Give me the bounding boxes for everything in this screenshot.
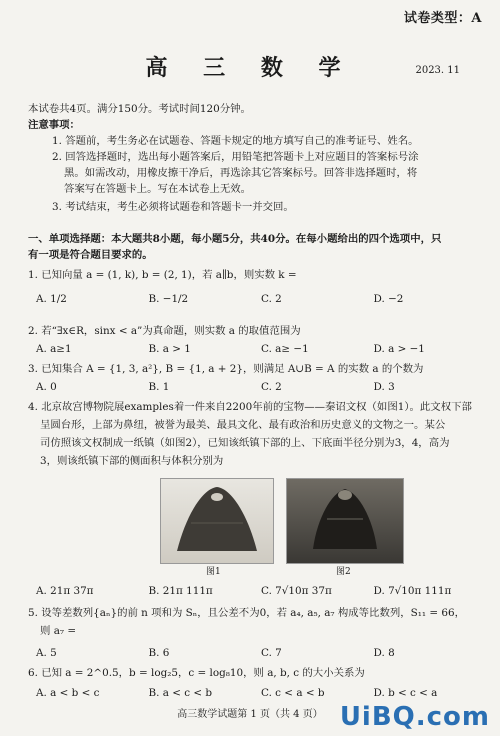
question-3-stem: 3. 已知集合 A = {1, 3, a²}, B = {1, a + 2}，则满足 A∪B = A 的实数 a 的个数为 — [28, 363, 424, 375]
watermark-logo: UiBQ.com — [339, 702, 490, 732]
paper-type-label: 试卷类型：A — [403, 11, 482, 26]
option-d: D. 7√10π 111π — [373, 585, 452, 597]
exam-date: 2023. 11 — [415, 65, 460, 76]
option-b: B. 1 — [148, 381, 170, 393]
question-6-stem: 6. 已知 a = 2^0.5，b = log₂5，c = log₈10，则 a, b, c 的大小关系为 — [28, 667, 365, 679]
option-b: B. 21π 111π — [148, 585, 213, 597]
question-2-stem: 2. 若“∃x∈R，sinx < a”为真命题，则实数 a 的取值范围为 — [28, 325, 301, 337]
note-item: 答案写在答题卡上。写在本试卷上无效。 — [64, 183, 252, 195]
intro-text: 本试卷共4页。满分150分。考试时间120分钟。 — [28, 103, 251, 115]
note-item: 黑。如需改动，用橡皮擦干净后，再选涂其它答案标号。回答非选择题时，将 — [64, 167, 418, 179]
option-d: D. 8 — [373, 647, 395, 659]
question-2-options — [36, 342, 486, 356]
question-5-options — [36, 646, 486, 660]
question-4-stem-cont: 司仿照该文权制成一纸镇（如图2），已知该纸镇下部的上、下底面半径分别为3，4，高为 — [40, 437, 450, 449]
option-a: A. 1/2 — [36, 293, 67, 305]
option-d: D. −2 — [373, 293, 404, 305]
question-4-stem-cont: 呈圆台形，上部为鼻纽，被誉为最美、最具文化、最有政治和历史意义的文物之一。某公 — [40, 419, 446, 431]
figure-2-caption: 图2 — [336, 567, 351, 577]
option-c: C. 2 — [261, 381, 282, 393]
question-1-stem: 1. 已知向量 a = (1, k), b = (2, 1)，若 a∥b，则实数 k = — [28, 269, 297, 281]
exam-title: 高 三 数 学 — [145, 55, 355, 81]
option-d: D. 3 — [373, 381, 395, 393]
option-c: C. c < a < b — [261, 687, 325, 699]
option-a: A. a≥1 — [36, 343, 72, 355]
option-d: D. b < c < a — [373, 687, 438, 699]
question-4-stem: 4. 北京故宫博物院展examples着一件来自2200年前的宝物——秦诏文权（如图1）。此文权下部 — [28, 401, 472, 413]
question-6-options — [36, 686, 486, 700]
section-heading: 一、单项选择题：本大题共8小题，每小题5分，共40分。在每小题给出的四个选项中，只 — [28, 233, 442, 245]
figure-1-caption: 图1 — [206, 567, 221, 577]
notes-heading: 注意事项： — [28, 119, 80, 131]
option-c: C. 7 — [261, 647, 282, 659]
option-c: C. 2 — [261, 293, 282, 305]
figure-2-image — [286, 478, 404, 564]
note-item: 2. 回答选择题时，选出每小题答案后，用铅笔把答题卡上对应题目的答案标号涂 — [52, 151, 419, 163]
option-b: B. −1/2 — [148, 293, 189, 305]
note-item: 3. 考试结束，考生必须将试题卷和答题卡一并交回。 — [52, 201, 294, 213]
option-a: A. 0 — [36, 381, 57, 393]
question-4-stem-cont: 3，则该纸镇下部的侧面积与体积分别为 — [40, 455, 224, 467]
option-a: A. 21π 37π — [36, 585, 94, 597]
page-footer: 高三数学试题第 1 页（共 4 页） — [177, 709, 323, 720]
option-b: B. a > 1 — [148, 343, 191, 355]
question-5-stem-cont: 则 a₇ = — [40, 625, 77, 637]
section-heading-cont: 有一项是符合题目要求的。 — [28, 249, 153, 261]
question-3-options — [36, 380, 486, 394]
option-b: B. 6 — [148, 647, 170, 659]
option-d: D. a > −1 — [373, 343, 425, 355]
question-4-options — [36, 584, 486, 598]
figure-1-image — [160, 478, 274, 564]
option-a: A. 5 — [36, 647, 57, 659]
option-a: A. a < b < c — [36, 687, 100, 699]
option-b: B. a < c < b — [148, 687, 213, 699]
question-1-options — [36, 292, 486, 306]
note-item: 1. 答题前，考生务必在试题卷、答题卡规定的地方填写自己的准考证号、姓名。 — [52, 135, 419, 147]
option-c: C. 7√10π 37π — [261, 585, 332, 597]
option-c: C. a≥ −1 — [261, 343, 309, 355]
question-5-stem: 5. 设等差数列{aₙ}的前 n 项和为 Sₙ，且公差不为0，若 a₄, a₅, a₇ 构成等比数列，S₁₁ = 66， — [28, 607, 465, 619]
